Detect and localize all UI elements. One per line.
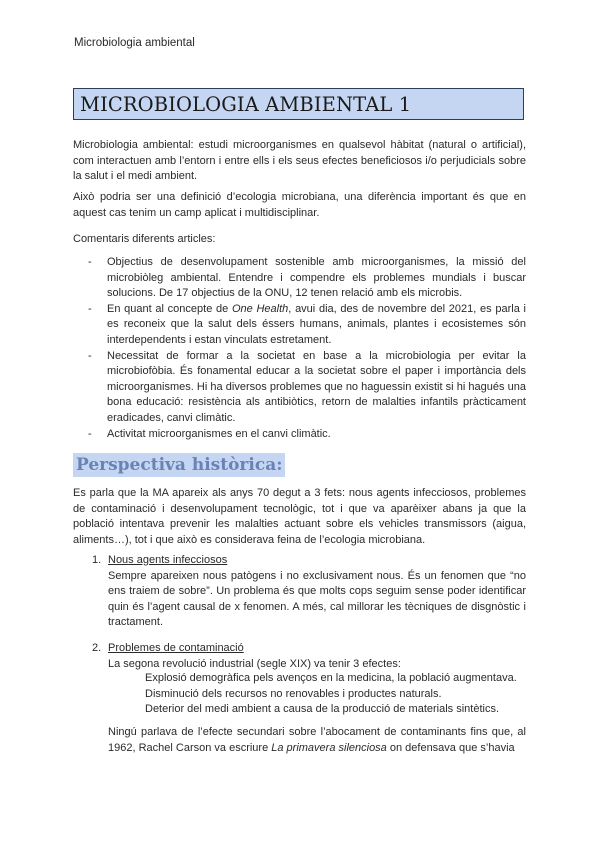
carson-text-post: on defensava que s’havia [386, 741, 515, 754]
carson-paragraph [108, 725, 526, 756]
document-title: MICROBIOLOGIA AMBIENTAL 1 [80, 93, 412, 116]
item-text: Sempre apareixen nous patògens i no exclusivament nous. És un fenomen que “no ens traiem de sobre”. Un problema és que molts cops seguim sense poder identificar quin és l’agent causal de x fenomen. A més, cal millorar les tècniques de disgnòstic i tractament. [108, 569, 526, 629]
section-heading-box [73, 453, 285, 477]
one-health-term: One Health [231, 302, 289, 315]
numbered-item-1 [92, 553, 526, 631]
section-heading: Perspectiva històrica: [76, 455, 283, 475]
intro-ecology-note: Això podria ser una definició d’ecologia microbiana, una diferència important és que en aquest cas tenim un camp aplicat i multidisciplinar. [73, 191, 526, 219]
intro-definition: Microbiologia ambiental: estudi microorganismes en qualsevol hàbitat (natural o artificial), com interactuen amb l’entorn i entre ells i els seus efectes beneficiosos i/o perjudicials sobre la salut i el medi ambient. [73, 139, 526, 183]
effect-line: Deterior del medi ambient a causa de la producció de materials sintètics. [145, 703, 500, 716]
effect-line: Disminució dels recursos no renovables i productes naturals. [145, 687, 442, 700]
bullet-dash: - [88, 302, 92, 315]
item-heading: Problemes de contaminació [108, 642, 244, 654]
document-title-box [73, 88, 524, 120]
comments-list [73, 255, 526, 442]
bullet-text: Activitat microorganismes en el canvi climàtic. [107, 427, 331, 440]
item-text: La segona revolució industrial (segle XIX) va tenir 3 efectes: [108, 657, 401, 670]
bullet-dash: - [88, 256, 92, 268]
bullet-text: Necessitat de formar a la societat en base a la microbiologia per evitar la microbiofòbia. És fonamental educar a la societat sobre el paper i importància dels microorganismes. Hi ha diversos problemes que no haguessin existit si hi hagués una bona educació: resistència als antibiòtics, retorn de malalties infantils pràcticament eradicades, canvi climàtic. [107, 349, 526, 424]
book-title: La primavera silenciosa [271, 741, 387, 754]
comments-label: Comentaris diferents articles: [73, 233, 216, 245]
list-item [73, 349, 526, 427]
numbered-item-2 [92, 641, 526, 672]
bullet-text-pre: En quant al concepte de [107, 302, 232, 315]
item-heading: Nous agents infecciosos [108, 554, 228, 566]
bullet-text-post: , avui dia, des de novembre del 2021, es parla i es reconeix que la salut dels éssers humans, animals, plantes i ecosistemes són interdependents i estan vinculats estretament. [107, 302, 526, 346]
list-item [73, 255, 526, 302]
effects-list [145, 671, 517, 718]
bullet-dash: - [88, 427, 92, 440]
item-number: 2. [92, 642, 102, 654]
bullet-dash: - [88, 349, 92, 362]
bullet-text: Objectius de desenvolupament sostenible amb microorganismes, la missió del microbiòleg ambiental. Entendre i compendre els problemes mundials i buscar solucions. De 17 objectius de la ONU, 12 tenen relació amb els microbis. [107, 256, 526, 300]
list-item [73, 427, 526, 443]
running-header: Microbiologia ambiental [74, 37, 195, 49]
effect-line: Explosió demogràfica pels avenços en la medicina, la població augmentava. [145, 672, 517, 684]
item-number: 1. [92, 554, 102, 566]
carson-text-pre: Ningú parlava de l’efecte secundari sobre l’abocament de contaminants fins que, al 1962, Rachel Carson va escriure [108, 726, 526, 754]
list-item [73, 302, 526, 349]
history-intro: Es parla que la MA apareix als anys 70 degut a 3 fets: nous agents infecciosos, problemes de contaminació i desenvolupament tecnològic, tot i que va aparèixer abans ja que la població intentava prevenir les malalties actuant sobre els vehicles transmissors (aigua, aliments…), tot i que això es considerava feina de l’ecologia microbiana. [73, 487, 526, 546]
